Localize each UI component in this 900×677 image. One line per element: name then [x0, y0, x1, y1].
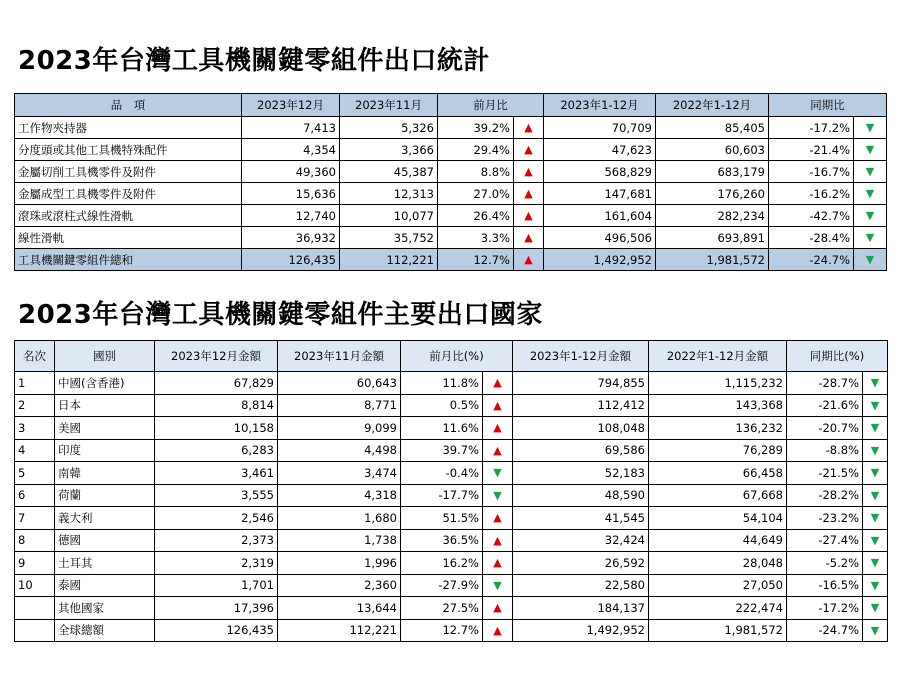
table-row — [15, 597, 888, 620]
triangle-down-icon: ▼ — [854, 161, 887, 183]
triangle-down-icon: ▼ — [863, 552, 888, 575]
row-ytd22-amount: 28,048 — [649, 552, 787, 575]
header-yoy-pct: 同期比(%) — [787, 341, 888, 372]
row-dec-amount: 10,158 — [155, 417, 278, 440]
row-ytd22: 693,891 — [656, 227, 769, 249]
row-ytd22-amount: 66,458 — [649, 462, 787, 485]
export-countries-table — [14, 340, 888, 642]
row-nov: 45,387 — [340, 161, 438, 183]
row-dec: 15,636 — [242, 183, 340, 205]
triangle-up-icon: ▲ — [483, 619, 513, 642]
row-rank: 7 — [15, 507, 55, 530]
row-country: 中國(含香港) — [55, 372, 155, 395]
header-dec-amount: 2023年12月金額 — [155, 341, 278, 372]
row-item: 金屬成型工具機零件及附件 — [15, 183, 242, 205]
table-row — [15, 117, 887, 139]
export-stats-table — [14, 93, 887, 271]
triangle-down-icon: ▼ — [863, 394, 888, 417]
row-rank: 6 — [15, 484, 55, 507]
row-ytd22-amount: 1,115,232 — [649, 372, 787, 395]
row-nov: 12,313 — [340, 183, 438, 205]
triangle-down-icon: ▼ — [854, 205, 887, 227]
row-rank — [15, 597, 55, 620]
header-mom: 前月比 — [438, 94, 544, 117]
triangle-down-icon: ▼ — [863, 619, 888, 642]
triangle-up-icon: ▲ — [514, 117, 544, 139]
triangle-up-icon: ▲ — [514, 183, 544, 205]
table-row — [15, 161, 887, 183]
header-country: 國別 — [55, 341, 155, 372]
row-nov-amount: 13,644 — [278, 597, 401, 620]
table-row — [15, 462, 888, 485]
row-dec-amount: 17,396 — [155, 597, 278, 620]
triangle-down-icon: ▼ — [863, 417, 888, 440]
row-nov: 112,221 — [340, 249, 438, 271]
row-yoy-pct: -21.5% — [787, 462, 863, 485]
row-ytd22: 60,603 — [656, 139, 769, 161]
triangle-down-icon: ▼ — [863, 372, 888, 395]
row-mom-pct: 27.5% — [401, 597, 483, 620]
triangle-up-icon: ▲ — [514, 139, 544, 161]
row-yoy-pct: -23.2% — [787, 507, 863, 530]
row-dec-amount: 126,435 — [155, 619, 278, 642]
header-nov-amount: 2023年11月金額 — [278, 341, 401, 372]
row-rank: 3 — [15, 417, 55, 440]
row-dec-amount: 1,701 — [155, 574, 278, 597]
row-ytd22: 85,405 — [656, 117, 769, 139]
row-ytd23: 147,681 — [544, 183, 656, 205]
row-nov: 3,366 — [340, 139, 438, 161]
row-ytd22: 282,234 — [656, 205, 769, 227]
row-rank: 4 — [15, 439, 55, 462]
row-yoy-pct: -21.6% — [787, 394, 863, 417]
row-nov-amount: 1,738 — [278, 529, 401, 552]
row-dec-amount: 2,373 — [155, 529, 278, 552]
row-mom: 12.7% — [438, 249, 514, 271]
triangle-down-icon: ▼ — [854, 139, 887, 161]
row-nov-amount: 112,221 — [278, 619, 401, 642]
row-rank: 9 — [15, 552, 55, 575]
row-ytd23-amount: 1,492,952 — [513, 619, 649, 642]
table-row — [15, 394, 888, 417]
table-row — [15, 529, 888, 552]
row-ytd22: 176,260 — [656, 183, 769, 205]
row-dec-amount: 2,319 — [155, 552, 278, 575]
row-mom: 8.8% — [438, 161, 514, 183]
row-mom-pct: -17.7% — [401, 484, 483, 507]
row-ytd22-amount: 1,981,572 — [649, 619, 787, 642]
row-mom-pct: 39.7% — [401, 439, 483, 462]
row-yoy: -16.7% — [769, 161, 854, 183]
triangle-down-icon: ▼ — [854, 117, 887, 139]
table-row — [15, 249, 887, 271]
row-country: 德國 — [55, 529, 155, 552]
row-item: 金屬切削工具機零件及附件 — [15, 161, 242, 183]
row-ytd22-amount: 76,289 — [649, 439, 787, 462]
row-nov: 35,752 — [340, 227, 438, 249]
row-country: 義大利 — [55, 507, 155, 530]
row-country: 其他國家 — [55, 597, 155, 620]
row-ytd22-amount: 54,104 — [649, 507, 787, 530]
row-nov: 10,077 — [340, 205, 438, 227]
triangle-up-icon: ▲ — [483, 372, 513, 395]
row-ytd22-amount: 27,050 — [649, 574, 787, 597]
table-row — [15, 183, 887, 205]
header-ytd22: 2022年1-12月 — [656, 94, 769, 117]
triangle-up-icon: ▲ — [514, 205, 544, 227]
table-row — [15, 139, 887, 161]
row-nov-amount: 1,680 — [278, 507, 401, 530]
row-nov-amount: 4,498 — [278, 439, 401, 462]
table-row — [15, 552, 888, 575]
row-country: 印度 — [55, 439, 155, 462]
table-row — [15, 372, 888, 395]
triangle-up-icon: ▲ — [483, 597, 513, 620]
triangle-down-icon: ▼ — [483, 574, 513, 597]
row-item: 線性滑軌 — [15, 227, 242, 249]
row-nov: 5,326 — [340, 117, 438, 139]
row-dec: 49,360 — [242, 161, 340, 183]
row-yoy: -24.7% — [769, 249, 854, 271]
row-ytd23: 47,623 — [544, 139, 656, 161]
row-dec-amount: 3,461 — [155, 462, 278, 485]
triangle-up-icon: ▲ — [483, 529, 513, 552]
triangle-down-icon: ▼ — [863, 529, 888, 552]
triangle-down-icon: ▼ — [483, 484, 513, 507]
row-nov-amount: 8,771 — [278, 394, 401, 417]
row-ytd22: 683,179 — [656, 161, 769, 183]
row-mom-pct: 16.2% — [401, 552, 483, 575]
row-ytd22-amount: 143,368 — [649, 394, 787, 417]
row-ytd23-amount: 112,412 — [513, 394, 649, 417]
row-ytd23: 161,604 — [544, 205, 656, 227]
row-mom-pct: 0.5% — [401, 394, 483, 417]
row-ytd23: 496,506 — [544, 227, 656, 249]
row-item: 滾珠或滾柱式線性滑軌 — [15, 205, 242, 227]
table-row — [15, 484, 888, 507]
row-mom: 3.3% — [438, 227, 514, 249]
triangle-down-icon: ▼ — [863, 507, 888, 530]
table-row — [15, 205, 887, 227]
triangle-up-icon: ▲ — [483, 417, 513, 440]
row-mom-pct: 12.7% — [401, 619, 483, 642]
row-ytd23: 568,829 — [544, 161, 656, 183]
table-row — [15, 507, 888, 530]
row-country: 泰國 — [55, 574, 155, 597]
header-mom-pct: 前月比(%) — [401, 341, 513, 372]
row-mom: 39.2% — [438, 117, 514, 139]
triangle-down-icon: ▼ — [854, 183, 887, 205]
header-item: 品 項 — [15, 94, 242, 117]
row-mom-pct: 11.6% — [401, 417, 483, 440]
row-rank: 2 — [15, 394, 55, 417]
header-rank: 名次 — [15, 341, 55, 372]
row-country: 美國 — [55, 417, 155, 440]
row-mom-pct: 36.5% — [401, 529, 483, 552]
header-dec: 2023年12月 — [242, 94, 340, 117]
row-dec-amount: 8,814 — [155, 394, 278, 417]
table-row — [15, 574, 888, 597]
row-rank — [15, 619, 55, 642]
row-yoy-pct: -28.2% — [787, 484, 863, 507]
row-dec: 36,932 — [242, 227, 340, 249]
triangle-down-icon: ▼ — [483, 462, 513, 485]
triangle-up-icon: ▲ — [483, 507, 513, 530]
row-yoy: -28.4% — [769, 227, 854, 249]
row-yoy-pct: -27.4% — [787, 529, 863, 552]
row-dec: 126,435 — [242, 249, 340, 271]
row-dec: 12,740 — [242, 205, 340, 227]
row-rank: 5 — [15, 462, 55, 485]
table-row — [15, 227, 887, 249]
triangle-down-icon: ▼ — [863, 574, 888, 597]
row-mom-pct: -0.4% — [401, 462, 483, 485]
row-yoy: -17.2% — [769, 117, 854, 139]
row-country: 日本 — [55, 394, 155, 417]
row-country: 土耳其 — [55, 552, 155, 575]
row-ytd23-amount: 32,424 — [513, 529, 649, 552]
row-country: 荷蘭 — [55, 484, 155, 507]
row-mom-pct: 51.5% — [401, 507, 483, 530]
triangle-up-icon: ▲ — [483, 394, 513, 417]
header-ytd23-amount: 2023年1-12月金額 — [513, 341, 649, 372]
triangle-up-icon: ▲ — [514, 227, 544, 249]
header-ytd22-amount: 2022年1-12月金額 — [649, 341, 787, 372]
triangle-up-icon: ▲ — [483, 552, 513, 575]
row-country: 全球總額 — [55, 619, 155, 642]
table-row — [15, 439, 888, 462]
row-ytd22-amount: 67,668 — [649, 484, 787, 507]
row-ytd23-amount: 184,137 — [513, 597, 649, 620]
row-yoy: -42.7% — [769, 205, 854, 227]
page-title-export-stats: 2023年台灣工具機關鍵零組件出口統計 — [18, 46, 490, 76]
row-rank: 10 — [15, 574, 55, 597]
row-ytd23-amount: 22,580 — [513, 574, 649, 597]
row-mom: 26.4% — [438, 205, 514, 227]
row-yoy-pct: -17.2% — [787, 597, 863, 620]
row-item: 分度頭或其他工具機特殊配件 — [15, 139, 242, 161]
row-dec-amount: 2,546 — [155, 507, 278, 530]
row-ytd23-amount: 48,590 — [513, 484, 649, 507]
row-yoy-pct: -5.2% — [787, 552, 863, 575]
row-mom: 29.4% — [438, 139, 514, 161]
row-ytd22: 1,981,572 — [656, 249, 769, 271]
row-yoy-pct: -8.8% — [787, 439, 863, 462]
row-nov-amount: 4,318 — [278, 484, 401, 507]
row-dec-amount: 3,555 — [155, 484, 278, 507]
row-nov-amount: 1,996 — [278, 552, 401, 575]
triangle-up-icon: ▲ — [483, 439, 513, 462]
table-header-row — [15, 341, 888, 372]
row-ytd23-amount: 794,855 — [513, 372, 649, 395]
row-item: 工具機關鍵零組件總和 — [15, 249, 242, 271]
row-yoy-pct: -28.7% — [787, 372, 863, 395]
row-ytd22-amount: 136,232 — [649, 417, 787, 440]
table-header-row — [15, 94, 887, 117]
triangle-up-icon: ▲ — [514, 249, 544, 271]
triangle-down-icon: ▼ — [863, 439, 888, 462]
triangle-down-icon: ▼ — [854, 249, 887, 271]
row-country: 南韓 — [55, 462, 155, 485]
row-mom: 27.0% — [438, 183, 514, 205]
row-ytd22-amount: 44,649 — [649, 529, 787, 552]
row-nov-amount: 2,360 — [278, 574, 401, 597]
row-ytd23: 1,492,952 — [544, 249, 656, 271]
row-nov-amount: 3,474 — [278, 462, 401, 485]
row-ytd23-amount: 52,183 — [513, 462, 649, 485]
header-ytd23: 2023年1-12月 — [544, 94, 656, 117]
row-ytd23-amount: 69,586 — [513, 439, 649, 462]
row-yoy: -21.4% — [769, 139, 854, 161]
row-dec-amount: 6,283 — [155, 439, 278, 462]
table-row — [15, 417, 888, 440]
row-mom-pct: 11.8% — [401, 372, 483, 395]
row-ytd23-amount: 108,048 — [513, 417, 649, 440]
row-ytd23-amount: 26,592 — [513, 552, 649, 575]
row-yoy-pct: -24.7% — [787, 619, 863, 642]
header-yoy: 同期比 — [769, 94, 887, 117]
row-item: 工作物夾持器 — [15, 117, 242, 139]
table-row — [15, 619, 888, 642]
row-yoy-pct: -16.5% — [787, 574, 863, 597]
row-yoy: -16.2% — [769, 183, 854, 205]
row-rank: 8 — [15, 529, 55, 552]
row-nov-amount: 60,643 — [278, 372, 401, 395]
row-mom-pct: -27.9% — [401, 574, 483, 597]
row-rank: 1 — [15, 372, 55, 395]
row-ytd22-amount: 222,474 — [649, 597, 787, 620]
triangle-down-icon: ▼ — [863, 484, 888, 507]
row-ytd23-amount: 41,545 — [513, 507, 649, 530]
row-nov-amount: 9,099 — [278, 417, 401, 440]
row-dec-amount: 67,829 — [155, 372, 278, 395]
triangle-down-icon: ▼ — [863, 597, 888, 620]
row-yoy-pct: -20.7% — [787, 417, 863, 440]
row-dec: 4,354 — [242, 139, 340, 161]
header-nov: 2023年11月 — [340, 94, 438, 117]
row-dec: 7,413 — [242, 117, 340, 139]
triangle-down-icon: ▼ — [854, 227, 887, 249]
row-ytd23: 70,709 — [544, 117, 656, 139]
triangle-up-icon: ▲ — [514, 161, 544, 183]
triangle-down-icon: ▼ — [863, 462, 888, 485]
page-title-export-countries: 2023年台灣工具機關鍵零組件主要出口國家 — [18, 300, 543, 330]
